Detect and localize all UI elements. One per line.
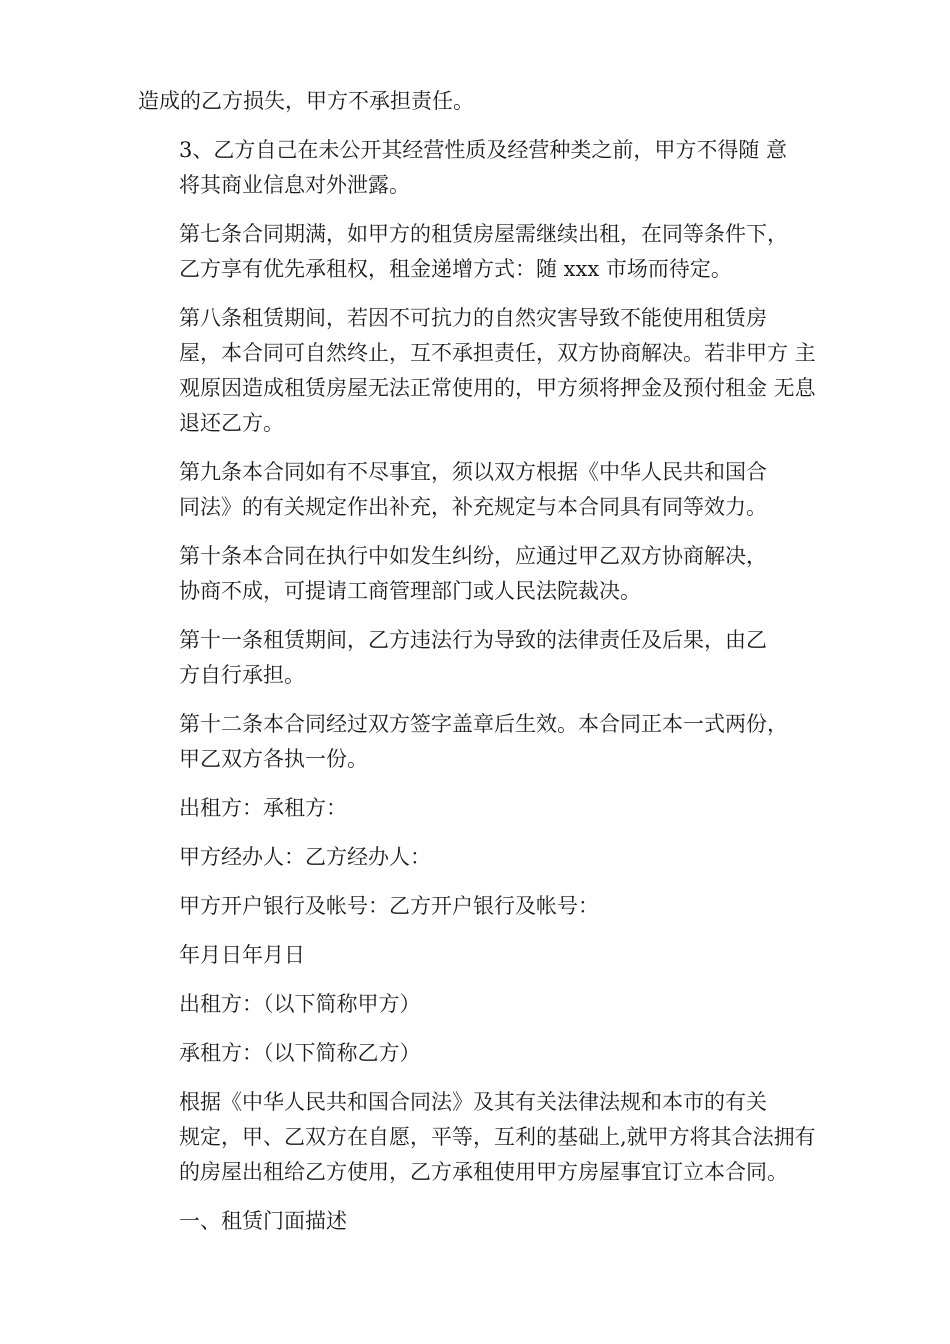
paragraph <box>138 1204 830 1239</box>
text-line: 第九条本合同如有不尽事宜，须以双方根据《中华人民共和国合 <box>179 460 767 484</box>
paragraph <box>138 987 830 1022</box>
document-body <box>138 84 830 1253</box>
text-line: 退还乙方。 <box>179 411 284 435</box>
paragraph <box>138 301 830 441</box>
paragraph <box>138 938 830 973</box>
text-line: 观原因造成租赁房屋无法正常使用的，甲方须将押金及预付租金 无息 <box>179 376 816 400</box>
text-line: 一、租赁门面描述 <box>179 1209 347 1233</box>
text-line: 乙方享有优先承租权，租金递增方式：随 xxx 市场而待定。 <box>179 257 732 281</box>
paragraph <box>138 623 830 693</box>
text-line: 根据《中华人民共和国合同法》及其有关法律法规和本市的有关 <box>179 1090 767 1114</box>
text-line: 出租方：承租方： <box>179 796 347 820</box>
text-line: 第十一条租赁期间，乙方违法行为导致的法律责任及后果，由乙 <box>179 628 767 652</box>
text-line: 同法》的有关规定作出补充，补充规定与本合同具有同等效力。 <box>179 495 767 519</box>
text-line: 将其商业信息对外泄露。 <box>179 173 410 197</box>
paragraph <box>138 1036 830 1071</box>
paragraph <box>138 455 830 525</box>
text-line: 的房屋出租给乙方使用，乙方承租使用甲方房屋事宜订立本合同。 <box>179 1160 788 1184</box>
text-line: 3、乙方自己在未公开其经营性质及经营种类之前，甲方不得随 意 <box>179 138 788 162</box>
paragraph <box>138 84 830 119</box>
text-line: 承租方：（以下简称乙方） <box>179 1041 421 1065</box>
text-line: 甲方开户银行及帐号：乙方开户银行及帐号： <box>179 894 599 918</box>
text-line: 造成的乙方损失，甲方不承担责任。 <box>138 89 474 113</box>
text-line: 第八条租赁期间，若因不可抗力的自然灾害导致不能使用租赁房 <box>179 306 767 330</box>
text-line: 年月日年月日 <box>179 943 305 967</box>
paragraph <box>138 889 830 924</box>
paragraph <box>138 133 830 203</box>
text-line: 协商不成，可提请工商管理部门或人民法院裁决。 <box>179 579 641 603</box>
paragraph <box>138 791 830 826</box>
text-line: 屋，本合同可自然终止，互不承担责任，双方协商解决。若非甲方 主 <box>179 341 816 365</box>
text-line: 第十二条本合同经过双方签字盖章后生效。本合同正本一式两份， <box>179 712 788 736</box>
text-line: 出租方：（以下简称甲方） <box>179 992 421 1016</box>
paragraph <box>138 840 830 875</box>
text-line: 规定，甲、乙双方在自愿，平等，互利的基础上,就甲方将其合法拥有 <box>179 1125 816 1149</box>
text-line: 方自行承担。 <box>179 663 305 687</box>
paragraph <box>138 707 830 777</box>
paragraph <box>138 217 830 287</box>
text-line: 第七条合同期满，如甲方的租赁房屋需继续出租，在同等条件下， <box>179 222 788 246</box>
text-line: 甲乙双方各执一份。 <box>179 747 368 771</box>
text-line: 第十条本合同在执行中如发生纠纷，应通过甲乙双方协商解决， <box>179 544 767 568</box>
paragraph <box>138 1085 830 1190</box>
text-line: 甲方经办人：乙方经办人： <box>179 845 431 869</box>
paragraph <box>138 539 830 609</box>
